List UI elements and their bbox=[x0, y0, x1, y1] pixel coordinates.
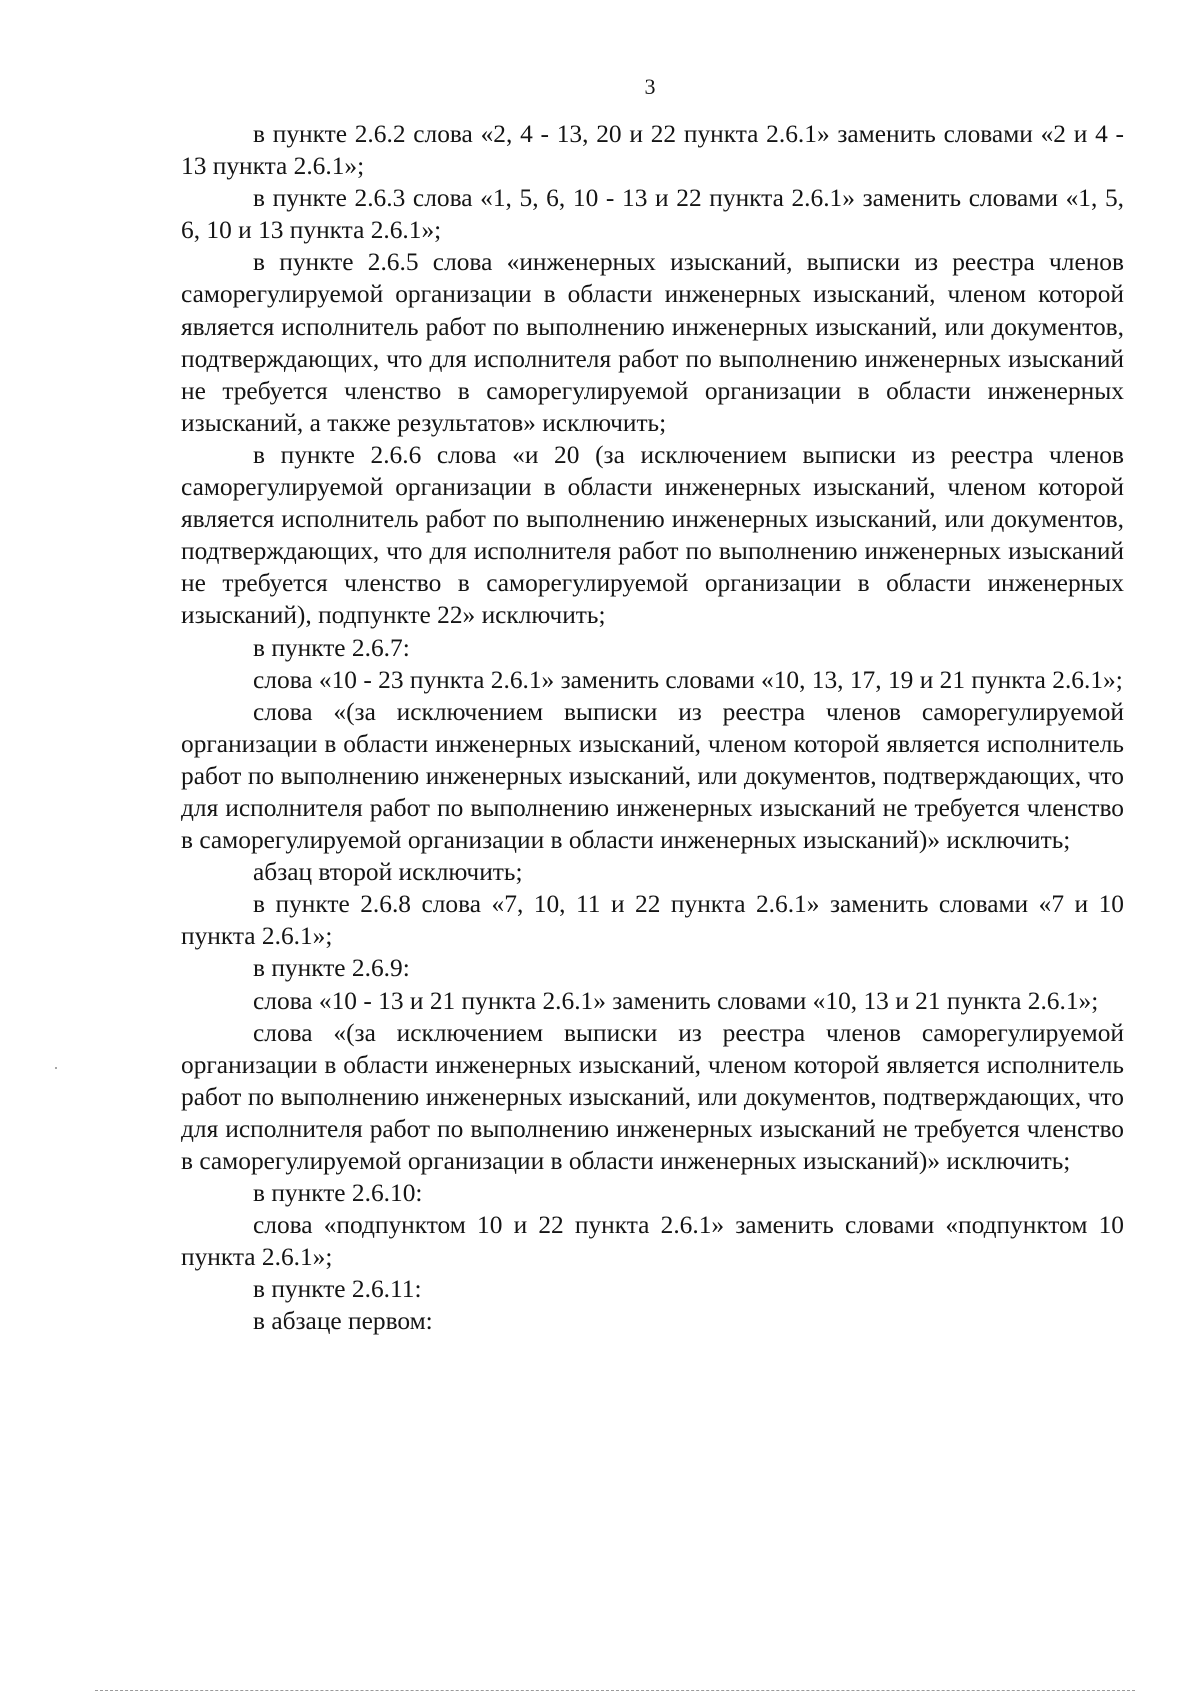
paragraph-2-6-7-heading: в пункте 2.6.7: bbox=[253, 633, 410, 662]
paragraph-2-6-10-heading: в пункте 2.6.10: bbox=[253, 1179, 423, 1208]
paragraph-2-6-11-first-abzac: в абзаце первом: bbox=[253, 1307, 433, 1336]
paragraph-2-6-9-words-2: слова «(за исключением выписки из реестра членов саморегулируемой организации в области инженерных изысканий, членом которой является исполнитель работ по выполнению инженерных изысканий, или документов, подтверждающих, что для исполнителя работ по выполнению инженерных изысканий не требуется членство в саморегулируемой организации в области инженерных изысканий)» исключить; bbox=[181, 1018, 1124, 1175]
paragraph-2-6-7-words-1: слова «10 - 23 пункта 2.6.1» заменить словами «10, 13, 17, 19 и 21 пункта 2.6.1»; bbox=[253, 665, 1123, 694]
paragraph-2-6-7-words-2: слова «(за исключением выписки из реестра членов саморегулируемой организации в области инженерных изысканий, членом которой является исполнитель работ по выполнению инженерных изысканий, или документов, подтверждающих, что для исполнителя работ по выполнению инженерных изысканий не требуется членство в саморегулируемой организации в области инженерных изысканий)» исключить; bbox=[181, 697, 1124, 855]
paragraph-2-6-11-heading: в пункте 2.6.11: bbox=[253, 1275, 422, 1304]
paragraph-2-6-6: в пункте 2.6.6 слова «и 20 (за исключением выписки из реестра членов саморегулируемой организации в области инженерных изысканий, членом которой является исполнитель работ по выполнению инженерных изысканий, или документов, подтверждающих, что для исполнителя работ по выполнению инженерных изысканий не требуется членство в саморегулируемой организации в области инженерных изысканий), подпункте 22» исключить; bbox=[181, 440, 1124, 630]
paragraph-2-6-9-heading: в пункте 2.6.9: bbox=[253, 954, 410, 983]
paragraph-2-6-10-words: слова «подпунктом 10 и 22 пункта 2.6.1» заменить словами «подпунктом 10 пункта 2.6.1»; bbox=[181, 1211, 1124, 1272]
scan-bottom-edge bbox=[95, 1690, 1135, 1691]
paragraph-2-6-8: в пункте 2.6.8 слова «7, 10, 11 и 22 пункта 2.6.1» заменить словами «7 и 10 пункта 2.6.1»; bbox=[181, 890, 1124, 951]
scan-speck bbox=[55, 1067, 57, 1069]
document-body bbox=[181, 118, 1124, 1338]
page-number: 3 bbox=[644, 74, 656, 99]
paragraph-2-6-7-second-abzac: абзац второй исключить; bbox=[253, 858, 523, 887]
paragraph-2-6-2: в пункте 2.6.2 слова «2, 4 - 13, 20 и 22 пункта 2.6.1» заменить словами «2 и 4 - 13 пункта 2.6.1»; bbox=[181, 120, 1124, 181]
paragraph-2-6-3: в пункте 2.6.3 слова «1, 5, 6, 10 - 13 и 22 пункта 2.6.1» заменить словами «1, 5, 6, 10 и 13 пункта 2.6.1»; bbox=[181, 184, 1124, 245]
paragraph-2-6-5: в пункте 2.6.5 слова «инженерных изысканий, выписки из реестра членов саморегулируемой организации в области инженерных изысканий, членом которой является исполнитель работ по выполнению инженерных изысканий, или документов, подтверждающих, что для исполнителя работ по выполнению инженерных изысканий не требуется членство в саморегулируемой организации в области инженерных изысканий, а также результатов» исключить; bbox=[181, 248, 1124, 437]
paragraph-2-6-9-words-1: слова «10 - 13 и 21 пункта 2.6.1» заменить словами «10, 13 и 21 пункта 2.6.1»; bbox=[253, 986, 1099, 1015]
